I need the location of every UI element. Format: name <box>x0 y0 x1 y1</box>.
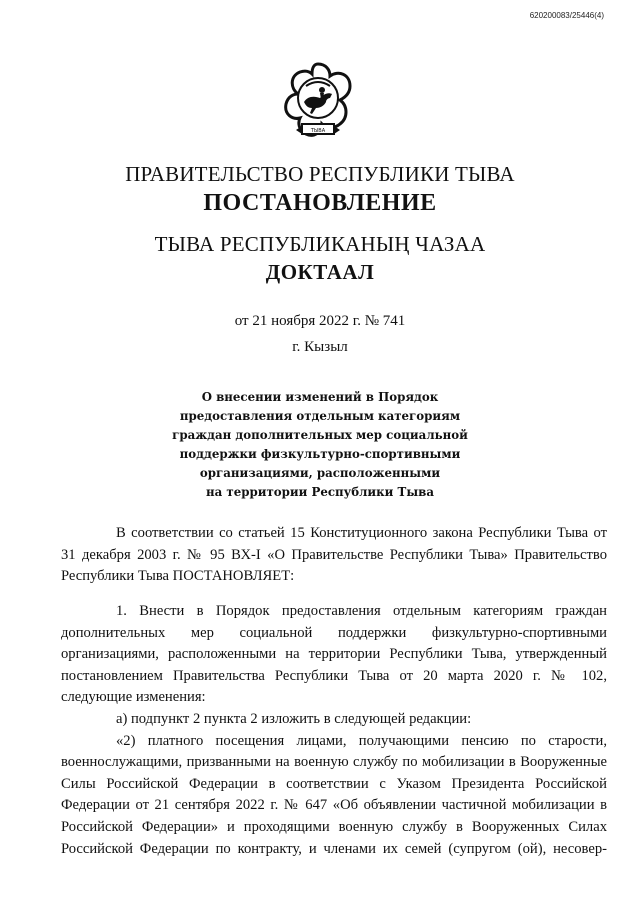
title-line: организациями, расположенными <box>199 466 441 480</box>
decree-city: г. Кызыл <box>292 339 348 355</box>
clause-paragraph: а) подпункт 2 пункта 2 изложить в следующей редакции: <box>116 710 472 727</box>
decree-heading-tyv: ДОКТААЛ <box>265 260 375 284</box>
document-number: 620200083/25446(4) <box>529 11 604 20</box>
clause-paragraph: «2) платного посещения лицами, получающими пенсию по старости, военнослужащими, призванными на военную службу по мобилизации в Вооруженные Силы Российской Федерации в соответствии с Указом Президента Российской Федерации от 21 сентября 2022 г. № 647 «Об объявлении частичной мобилизации в Российской Федерации» и проходящими военную службу в Вооруженных Силах Российской Федерации по контракту, и членами их семей (супругом (ой), несовер- <box>61 732 607 857</box>
title-line: предоставления отдельным категориям <box>179 409 461 423</box>
title-line: О внесении изменений в Порядок <box>201 390 439 404</box>
clauses-section <box>61 601 607 860</box>
decree-date-number: от 21 ноября 2022 г. № 741 <box>234 313 406 329</box>
title-line: на территории Республики Тыва <box>206 485 434 499</box>
title-line: граждан дополнительных мер социальной <box>172 428 468 442</box>
government-name-ru: ПРАВИТЕЛЬСТВО РЕСПУБЛИКИ ТЫВА <box>125 162 515 186</box>
decree-heading-ru: ПОСТАНОВЛЕНИЕ <box>203 190 437 216</box>
preamble-section <box>61 523 607 588</box>
decree-title <box>150 388 490 502</box>
title-line: поддержки физкультурно-спортивными <box>179 447 461 461</box>
coat-of-arms-tyva-icon <box>278 58 358 146</box>
preamble-paragraph: В соответствии со статьей 15 Конституционного закона Республики Тыва от 31 декабря 2003 г. № 95 ВХ-I «О Правительстве Республики Тыва» Правительство Республики Тыва ПОСТАНОВЛЯЕТ: <box>61 525 607 585</box>
clause-paragraph: 1. Внести в Порядок предоставления отдельным категориям граждан дополнительных мер социальной поддержки физкультурно-спортивными организациями, расположенными на территории Республики Тыва, утвержденный постановлением Правительства Республики Тыва от 20 марта 2020 г. № 102, следующие изменения: <box>61 603 607 706</box>
government-name-tyv: ТЫВА РЕСПУБЛИКАНЫҢ ЧАЗАА <box>154 232 486 256</box>
emblem-ribbon-text: ТЫВА <box>310 128 326 134</box>
